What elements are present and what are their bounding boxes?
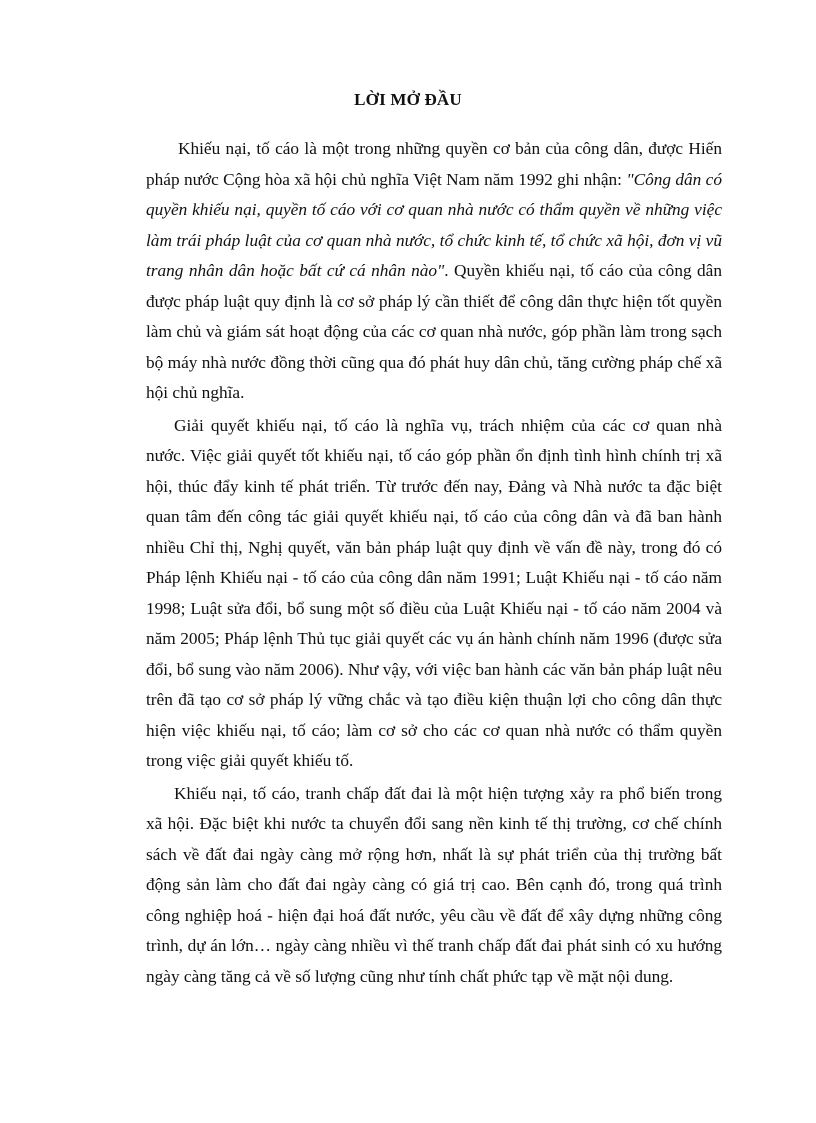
paragraph-2: Giải quyết khiếu nại, tố cáo là nghĩa vụ, trách nhiệm của các cơ quan nhà nước. Việc giải quyết tốt khiếu nại, tố cáo góp phần ổn định tình hình chính trị xã hội, thúc đẩy kinh tế phát triển. Từ trước đến nay, Đảng và Nhà nước ta đặc biệt quan tâm đến công tác giải quyết khiếu nại, tố cáo của công dân và đã ban hành nhiều Chỉ thị, Nghị quyết, văn bản pháp luật quy định về vấn đề này, trong đó có Pháp lệnh Khiếu nại - tố cáo của công dân năm 1991; Luật Khiếu nại - tố cáo năm 1998; Luật sửa đổi, bổ sung một số điều của Luật Khiếu nại - tố cáo năm 2004 và năm 2005; Pháp lệnh Thủ tục giải quyết các vụ án hành chính năm 1996 (được sửa đổi, bổ sung vào năm 2006). Như vậy, với việc ban hành các văn bản pháp luật nêu trên đã tạo cơ sở pháp lý vững chắc và tạo điều kiện thuận lợi cho công dân thực hiện việc khiếu nại, tố cáo; làm cơ sở cho các cơ quan nhà nước có thẩm quyền trong việc giải quyết khiếu tố. bbox=[146, 415, 722, 770]
paragraph-1-intro: Khiếu nại, tố cáo là một trong những quyền cơ bản của công dân, được Hiến pháp nước Cộng hòa xã hội chủ nghĩa Việt Nam năm 1992 ghi nhận: bbox=[146, 139, 722, 189]
paragraph-1-rest: . Quyền khiếu nại, tố cáo của công dân được pháp luật quy định là cơ sở pháp lý cần thiết để công dân thực hiện tốt quyền làm chủ và giám sát hoạt động của các cơ quan nhà nước, góp phần làm trong sạch bộ máy nhà nước đồng thời cũng qua đó phát huy dân chủ, tăng cường pháp chế xã hội chủ nghĩa. bbox=[146, 261, 722, 402]
paragraph-3: Khiếu nại, tố cáo, tranh chấp đất đai là một hiện tượng xảy ra phổ biến trong xã hội. Đặc biệt khi nước ta chuyển đổi sang nền kinh tế thị trường, cơ chế chính sách về đất đai ngày càng mở rộng hơn, nhất là sự phát triển của thị trường bất động sản làm cho đất đai ngày càng có giá trị cao. Bên cạnh đó, trong quá trình công nghiệp hoá - hiện đại hoá đất nước, yêu cầu về đất để xây dựng những công trình, dự án lớn… ngày càng nhiều vì thế tranh chấp đất đai phát sinh có xu hướng ngày càng tăng cả về số lượng cũng như tính chất phức tạp về mặt nội dung. bbox=[146, 783, 722, 986]
paragraph-1 bbox=[146, 134, 722, 409]
document-body bbox=[146, 134, 722, 994]
constitution-quote: "Công dân có quyền khiếu nại, quyền tố cáo với cơ quan nhà nước có thẩm quyền về những việc làm trái pháp luật của cơ quan nhà nước, tổ chức kinh tế, tổ chức xã hội, đơn vị vũ trang nhân dân hoặc bất cứ cá nhân nào" bbox=[146, 169, 722, 280]
page-title: LỜI MỞ ĐẦU bbox=[354, 90, 462, 109]
